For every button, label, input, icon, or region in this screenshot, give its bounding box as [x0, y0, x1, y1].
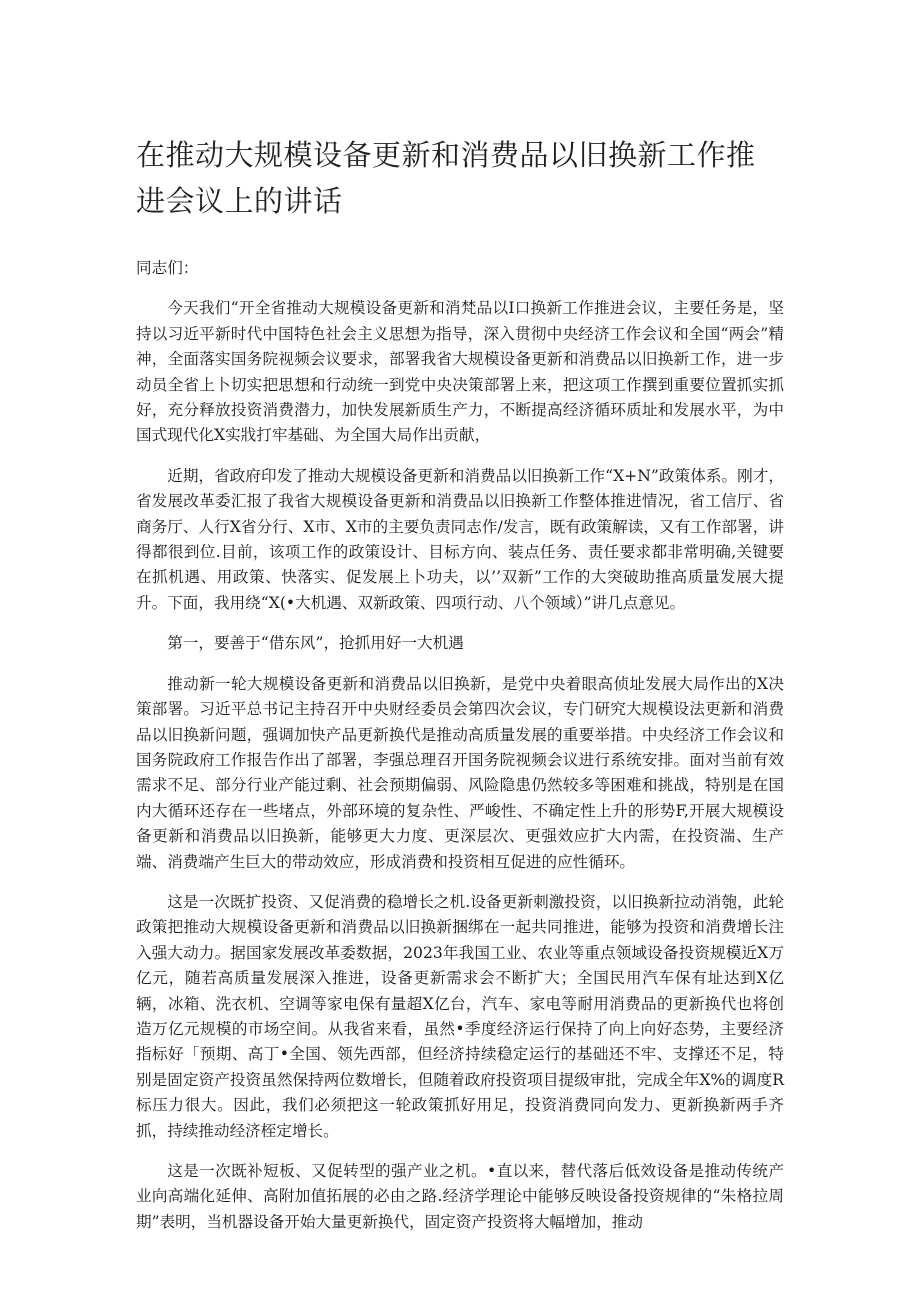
paragraph-policy: 近期，省政府印发了推动大规模设备更新和消费品以旧换新工作“X+N”政策体系。刚才，省发展改革委汇报了我省大规模设备更新和消费品以旧换新工作整体推进情况，省工信厅、省商务厅、人行X省分行、X市、X市的主要负责同志作/发言，既有政策解读，又有工作部署，讲得都很到位.目前，该项工作的政策设计、目标方向、装点任务、责任要求都非常明确,关键要在抓机遇、用政策、快落实、促发展上卜功夫，以’’双新”工作的大突破助推高质量发展大提升。下面，我用绕“X(•大机遇、双新政策、四项行动、八个领域）”讲几点意见。	[136, 466, 784, 612]
paragraph-industry: 这是一次既补短板、又促转型的强产业之机。•直以来，替代落后低效设备是推动传统产业向高端化延伸、高附加值拓展的必由之路.经济学理论中能够反映设备投资规律的“朱格拉周期”表明，当机器设备开始大量更新换代，固定资产投资将大幅增加，推动	[136, 1162, 784, 1231]
paragraph-background: 推动新一轮大规模设备更新和消费品以旧换新，是党中央着眼高侦址发展大局作出的X决策部署。习近平总书记主持召开中央财经委员会第四次会议，专门研究大规模设法更新和消费品以旧换新问题，强调加快产品更新换代是推动高质量发展的重要举措。中央经济工作会议和国务院政府工作报告作出了部署，李强总理召开国务院视频会议进行系统安排。面对当前有效需求不足、部分行业产能过剩、社会预期偏弱、风险隐患仍然较多等困难和挑战，特别是在国内大循环还存在一些堵点，外部环境的复杂性、严峻性、不确定性上升的形势F,开展大规模设备更新和消费品以旧换新，能够更大力度、更深层次、更强效应扩大内需，在投资湍、生产端、消费端产生巨大的带动效应，形成消费和投资相互促进的应性循环。	[136, 674, 784, 871]
section-heading-first: 第一，要善于“借东风”，抢抓用好一大机遇	[167, 634, 464, 653]
document-page	[136, 132, 784, 1250]
salutation: 同志们：	[136, 259, 199, 277]
paragraph-growth: 这是一次既扩投资、又促消费的稳增长之机.设备更新刺激投资，以旧换新拉动消匏，此轮政策把推动大规模设备更新和消费品以旧换新捆绑在一起共同推进，能够为投资和消费增长注入强大动力。据国家发展改革委数据，2023年我国工业、农业等重点领域设备投资规模近X万亿元，随若高质量发展深入推进，设备更新需求会不断扩大；全国民用汽车保有址达到X亿辆，冰箱、洗衣机、空调等家电保有量超X亿台，汽车、家电等耐用消费品的更新换代也将创造万亿元规模的市场空间。从我省来看，虽然•季度经济运行保持了向上向好态势，主要经济指标好「预期、高丁•全国、领先西部，但经济持续稳定运行的基础还不牢、支撑还不足，特别是固定资产投资虽然保持两位数增长，但随着政府投资项目提级审批，完成全年X%的调度R标压力很大。因此，我们必须把这一轮政策抓好用足，投资消费同向发力、更新换新两手齐抓，持续推动经济桎定增长。	[136, 892, 784, 1140]
paragraph-intro: 今天我们“开全省推动大规模设备更新和消梵品以I口换新工作推进会议，主要任务是，坚持以习近平新时代中国特色社会主义思想为指导，深入贯彻中央经济工作会议和全国“两会”精神，全面落实国务院视频会议要求，部署我省大规模设备更新和消费品以旧换新工作，进一步动员全省上卜切实把思想和行动统一到党中央决策部署上来，把这项工作撰到重要位置抓实抓好，充分释放投资消费潜力，加快发展新质生产力，不断提高经济循环质址和发展水平，为中国式现代化X实戕打牢基础、为全国大局作出贡献，	[136, 299, 784, 445]
document-title: 在推动大规模设备更新和消费品以旧换新工作推进会议上的讲话	[136, 138, 756, 218]
